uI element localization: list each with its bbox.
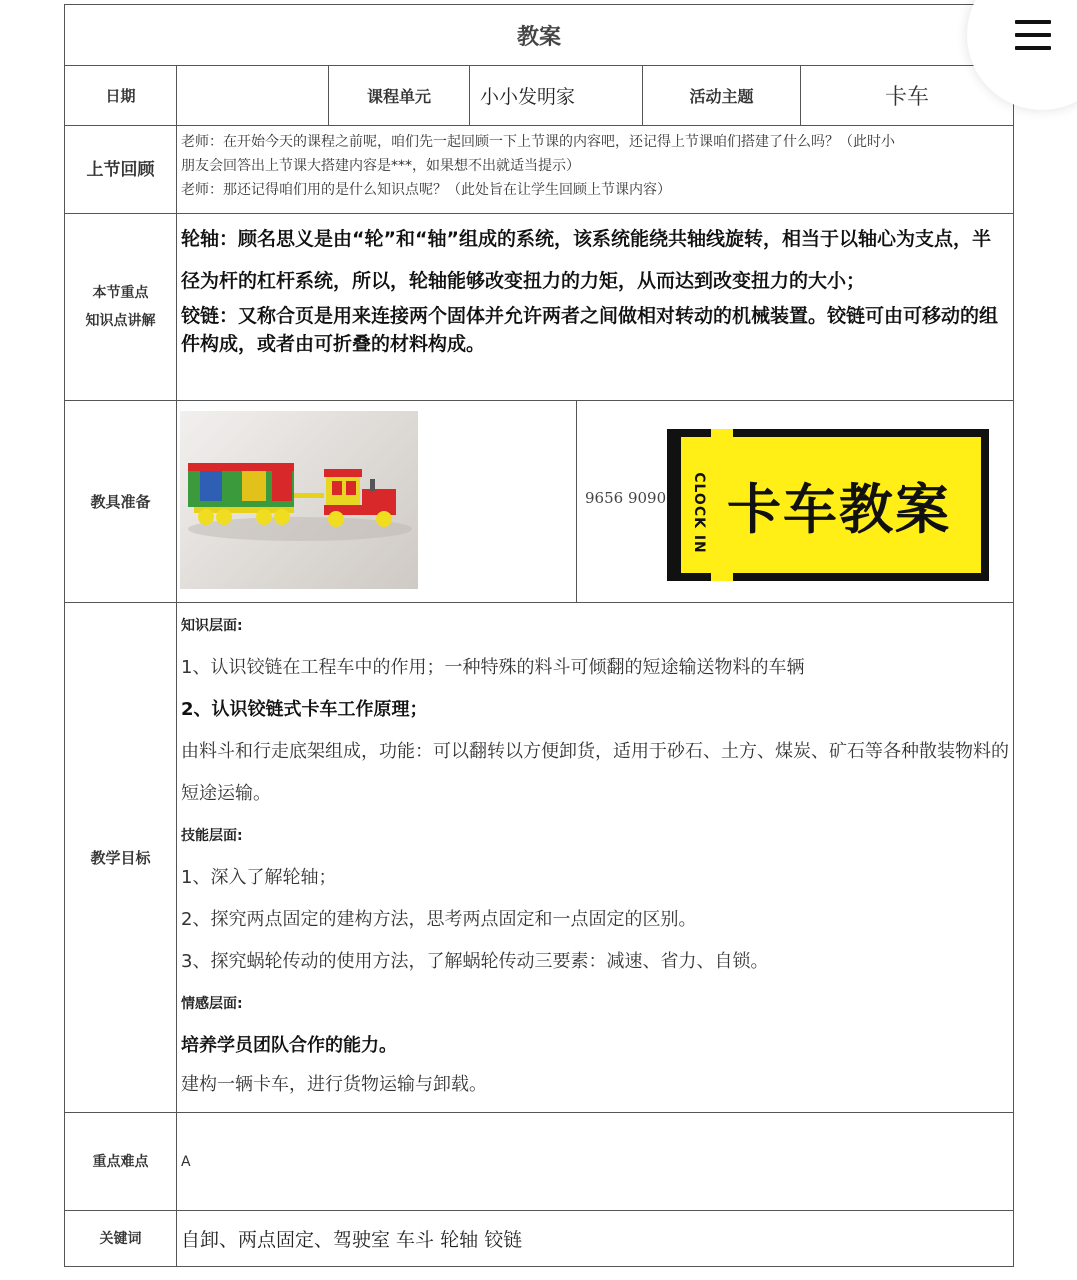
materials-number-text: 9656 9090: [585, 489, 667, 507]
badge-title: 卡车教案: [727, 477, 951, 541]
goal-knowledge-1: 1、认识铰链在工程车中的作用；一种特殊的料斗可倾翻的短途输送物料的车辆: [181, 657, 805, 678]
review-line: 老师：那还记得咱们用的是什么知识点呢？（此处旨在让学生回顾上节课内容）: [181, 182, 671, 198]
knowledge-paragraph-hinge: 铰链：又称合页是用来连接两个固体并允许两者之间做相对转动的机械装置。铰链可由可移动的组件构成，或者由可折叠的材料构成。: [181, 305, 999, 355]
keywords-content: [177, 1211, 1013, 1266]
theme-value-text: 卡车: [884, 85, 929, 110]
difficulty-content: [177, 1113, 1013, 1210]
review-line: 朋友会回答出上节课大搭建内容是***，如果想不出就适当提示）: [181, 158, 580, 174]
lesson-plan-table: [64, 4, 1014, 1267]
goal-emotion-2: 建构一辆卡车，进行货物运输与卸载。: [181, 1074, 487, 1095]
difficulty-row: [65, 1112, 1013, 1210]
knowledge-label-line1: 本节重点: [92, 285, 149, 301]
theme-label-text: 活动主题: [689, 87, 754, 106]
review-row: [65, 125, 1013, 213]
truck-toy-photo: [180, 411, 418, 589]
keywords-value: 自卸、两点固定、驾驶室 车斗 轮轴 铰链: [181, 1229, 523, 1251]
knowledge-content: [177, 214, 1013, 400]
difficulty-label: 重点难点: [65, 1113, 177, 1210]
unit-label-text: 课程单元: [366, 87, 431, 106]
goal-skill-3: 3、探究蜗轮传动的使用方法，了解蜗轮传动三要素：减速、省力、自锁。: [181, 951, 769, 972]
knowledge-label-line2: 知识点讲解: [85, 313, 156, 329]
difficulty-value: A: [181, 1153, 191, 1170]
date-label: 日期: [65, 66, 177, 125]
clock-in-text: CLOCK IN: [691, 472, 707, 554]
goal-knowledge-2: 2、认识铰链式卡车工作原理；: [181, 699, 428, 720]
theme-label: [643, 66, 801, 125]
materials-label: 教具准备: [65, 401, 177, 602]
page-title: 教案: [516, 24, 561, 50]
unit-value: [470, 66, 643, 125]
goals-content: [177, 603, 1013, 1112]
goals-row: [65, 602, 1013, 1112]
unit-label: [329, 66, 470, 125]
unit-value-text: 小小发明家: [480, 86, 576, 108]
knowledge-paragraph-wheel-axle: 轮轴：顾名思义是由“轮”和“轴”组成的系统，该系统能绕共轴线旋转，相当于以轴心为支点，半径为杆的杠杆系统，所以，轮轴能够改变扭力的力矩，从而达到改变扭力的大小；: [181, 228, 991, 292]
materials-photo-cell: [177, 401, 577, 602]
goal-skill-2: 2、探究两点固定的建构方法，思考两点固定和一点固定的区别。: [181, 909, 697, 930]
keywords-label: 关键词: [65, 1211, 177, 1266]
hamburger-menu-icon[interactable]: [1015, 20, 1051, 52]
materials-row: [65, 400, 1013, 602]
keywords-row: [65, 1210, 1013, 1266]
goal-knowledge-3: 由料斗和行走底架组成，功能：可以翻转以方便卸货，适用于砂石、土方、煤炭、矿石等各种散装物料的短途运输。: [181, 741, 1009, 804]
review-label: 上节回顾: [65, 126, 177, 213]
review-line: 老师：在开始今天的课程之前呢，咱们先一起回顾一下上节课的内容吧，还记得上节课咱们搭建了什么吗？（此时小: [181, 134, 895, 150]
review-content: [177, 126, 1013, 213]
skill-heading: 技能层面:: [181, 828, 243, 844]
goals-label: 教学目标: [65, 603, 177, 1112]
knowledge-label: [65, 214, 177, 400]
knowledge-row: [65, 213, 1013, 400]
badge-inner: [681, 437, 981, 573]
truck-toy-illustration: [180, 411, 418, 589]
goal-skill-1: 1、深入了解轮轴；: [181, 867, 337, 888]
date-value: [177, 66, 329, 125]
emotion-heading: 情感层面:: [181, 996, 243, 1012]
title-row: [65, 5, 1013, 65]
materials-badge-cell: [577, 401, 1013, 602]
clock-in-badge: [667, 429, 989, 581]
meta-row: [65, 65, 1013, 125]
knowledge-heading: 知识层面:: [181, 618, 243, 634]
goal-emotion-1: 培养学员团队合作的能力。: [181, 1035, 397, 1056]
